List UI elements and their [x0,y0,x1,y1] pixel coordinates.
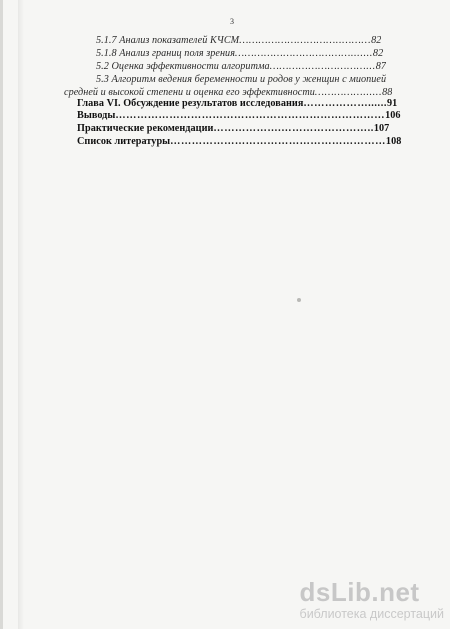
toc-entry-title: 5.1.8 Анализ границ поля зрения [96,48,235,59]
toc-entry-recommendations [77,123,389,135]
toc-entry-page: 108 [385,136,402,147]
page-number: 3 [230,17,234,26]
toc-entry-page: 82 [372,48,384,59]
toc-entry-5-1-7 [96,35,381,47]
toc-entry-5-1-8 [96,48,383,60]
toc-entry-title: 5.2 Оценка эффективности алгоритма [96,61,270,72]
toc-entry-title: Выводы [77,110,116,121]
toc-entry-page: 106 [385,110,401,121]
toc-entry-page: 88 [382,87,393,98]
watermark [300,579,444,621]
binding-shadow [18,0,24,629]
toc-leader-dots: ……………….…………………….. [213,123,374,134]
toc-entry-title: Практические рекомендации [77,123,214,134]
toc-entry-title: Список литературы [77,136,171,147]
toc-leader-dots: …………………………..……… [239,35,372,46]
toc-leader-dots: ……………...... [314,87,383,98]
toc-leader-dots: ………………...... [303,98,387,109]
watermark-brand: dsLib.net [299,577,420,607]
toc-entry-page: 82 [371,35,382,46]
toc-entry-title: 5.3 Алгоритм ведения беременности и родов у женщин с миопией [96,74,387,85]
toc-leader-dots: ………………………………………………………………… [115,110,386,121]
toc-leader-dots: …………………………... [269,61,376,72]
toc-entry-5-2 [96,61,386,73]
scan-speck [297,298,301,302]
toc-entry-5-3 [96,74,386,86]
page-edge [0,0,3,629]
toc-entry-title: средней и высокой степени и оценка его эффективности [64,87,315,98]
toc-entry-title: 5.1.7 Анализ показателей КЧСМ [96,35,240,46]
toc-entry-page: 91 [387,98,398,109]
toc-entry-conclusions [77,110,401,122]
toc-entry-chapter-6 [77,98,397,110]
toc-entry-page: 107 [373,123,390,134]
toc-entry-references [77,136,401,148]
toc-leader-dots: …………………………………………………… [170,136,386,147]
toc-leader-dots: ………………………………....... [234,48,373,59]
toc-entry-page: 87 [375,61,387,72]
toc-entry-title: Глава VI. Обсуждение результатов исследования [77,98,304,109]
watermark-subtitle: библиотека диссертаций [299,607,444,621]
